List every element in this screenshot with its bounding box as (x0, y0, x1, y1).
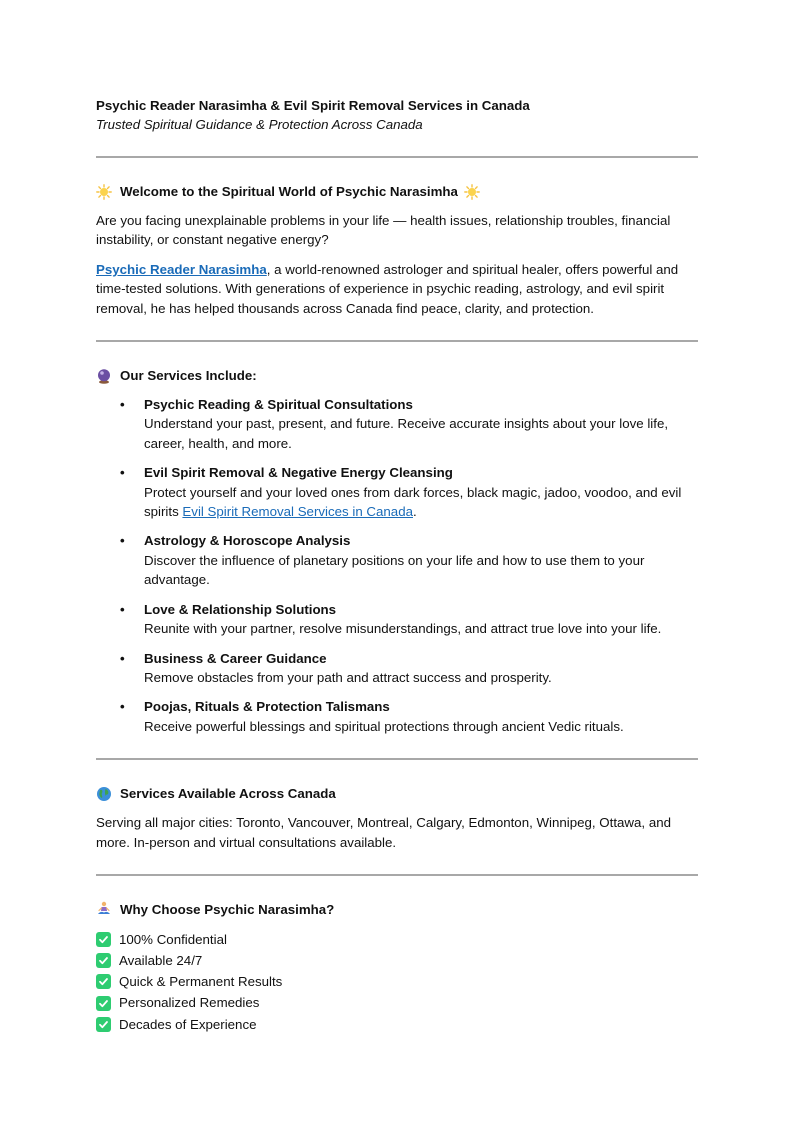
list-item (96, 1014, 698, 1035)
service-description: Receive powerful blessings and spiritual protections through ancient Vedic rituals. (144, 718, 624, 734)
evil-spirit-removal-link[interactable]: Evil Spirit Removal Services in Canada (182, 504, 413, 520)
list-item (96, 697, 698, 736)
services-heading (96, 366, 698, 385)
list-item (96, 993, 698, 1014)
service-description: Understand your past, present, and future. Receive accurate insights about your love life, career, health, and more. (144, 416, 669, 451)
services-heading-text: Our Services Include: (120, 368, 257, 384)
crystal-ball-icon (96, 368, 112, 384)
service-title: Psychic Reading & Spiritual Consultations (144, 397, 413, 413)
bullet: • (120, 533, 125, 549)
document-subtitle: Trusted Spiritual Guidance & Protection Across Canada (96, 117, 423, 132)
services-list (96, 395, 698, 736)
why-item-label: 100% Confidential (119, 931, 227, 947)
meditation-icon (96, 901, 112, 917)
why-item-label: Available 24/7 (119, 953, 203, 969)
check-icon (96, 974, 111, 989)
list-item (96, 600, 698, 639)
list-item (96, 950, 698, 971)
globe-icon (96, 786, 112, 802)
divider (96, 874, 698, 876)
divider (96, 758, 698, 760)
service-description: Reunite with your partner, resolve misunderstandings, and attract true love into your life. (144, 621, 662, 637)
welcome-paragraph-2 (96, 260, 698, 318)
canada-heading (96, 784, 698, 803)
psychic-reader-link[interactable]: Psychic Reader Narasimha (96, 261, 267, 277)
canada-paragraph: Serving all major cities: Toronto, Vancouver, Montreal, Calgary, Edmonton, Winnipeg, Ottawa, and more. In-person and virtual consultations available. (96, 815, 672, 850)
welcome-heading (96, 182, 698, 201)
why-heading (96, 900, 698, 919)
why-heading-text: Why Choose Psychic Narasimha? (120, 901, 335, 917)
why-item-label: Quick & Permanent Results (119, 974, 283, 990)
service-title: Astrology & Horoscope Analysis (144, 533, 351, 549)
check-icon (96, 953, 111, 968)
document-page (96, 96, 698, 1035)
bullet: • (120, 650, 125, 666)
why-item-label: Decades of Experience (119, 1016, 257, 1032)
canada-heading-text: Services Available Across Canada (120, 786, 336, 802)
bullet: • (120, 699, 125, 715)
bullet: • (120, 465, 125, 481)
welcome-heading-text: Welcome to the Spiritual World of Psychic Narasimha (120, 184, 458, 199)
service-title: Business & Career Guidance (144, 650, 327, 666)
service-title: Evil Spirit Removal & Negative Energy Cleansing (144, 465, 453, 481)
list-item (96, 929, 698, 950)
check-icon (96, 1017, 111, 1032)
service-title: Poojas, Rituals & Protection Talismans (144, 699, 390, 715)
check-icon (96, 932, 111, 947)
service-description: Remove obstacles from your path and attract success and prosperity. (144, 669, 552, 685)
service-description-end: . (413, 504, 417, 520)
list-item (96, 531, 698, 589)
divider (96, 156, 698, 158)
list-item (96, 395, 698, 453)
service-description: Protect yourself and your loved ones from dark forces, black magic, jadoo, voodoo, and evil spirits (144, 484, 682, 520)
service-title: Love & Relationship Solutions (144, 601, 337, 617)
sun-icon (464, 184, 480, 200)
divider (96, 340, 698, 342)
check-icon (96, 996, 111, 1011)
service-description: Discover the influence of planetary positions on your life and how to use them to your advantage. (144, 552, 645, 588)
list-item (96, 971, 698, 992)
list-item (96, 463, 698, 521)
list-item (96, 649, 698, 688)
bullet: • (120, 601, 125, 617)
welcome-paragraph-2-text: , a world-renowned astrologer and spiritual healer, offers powerful and time-tested solutions. With generations of experience in psychic reading, astrology, and evil spirit removal, he has helped thousands across Canada find peace, clarity, and protection. (96, 261, 679, 316)
document-title: Psychic Reader Narasimha & Evil Spirit Removal Services in Canada (96, 98, 530, 113)
why-item-label: Personalized Remedies (119, 995, 260, 1011)
bullet: • (120, 397, 125, 413)
welcome-paragraph-1: Are you facing unexplainable problems in your life — health issues, relationship troubles, financial instability, or constant negative energy? (96, 213, 671, 248)
sun-icon (96, 184, 112, 200)
why-list (96, 929, 698, 1035)
